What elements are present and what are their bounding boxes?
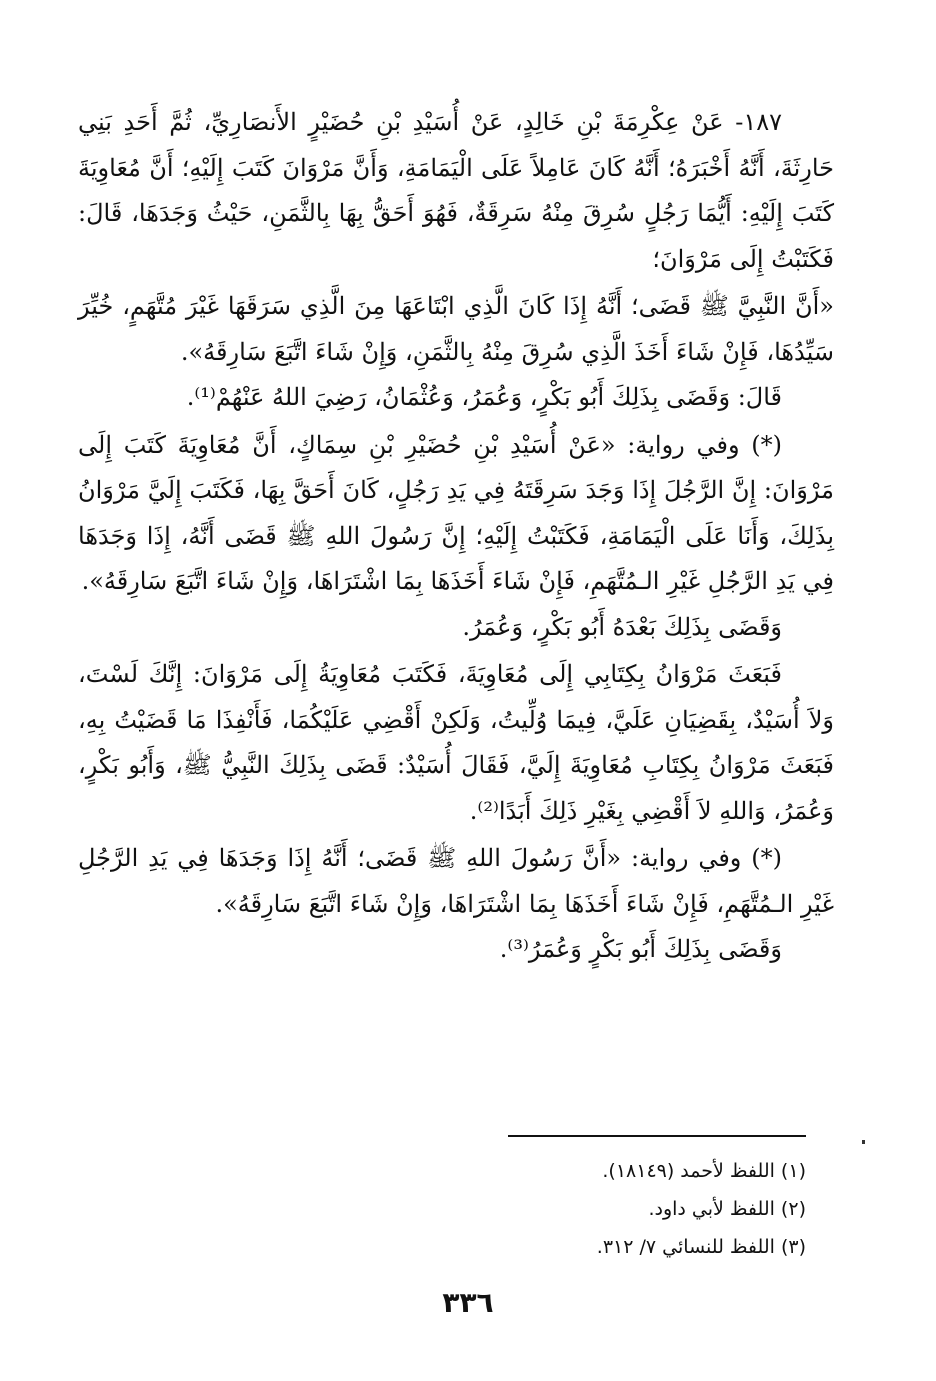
narration-variant-1-conclusion: وَقَضَى بِذَلِكَ بَعْدَهُ أَبُو بَكْرٍ، وَعُمَرُ.	[462, 612, 782, 641]
footnote-1: (١) اللفظ لأحمد (١٨١٤٩).	[602, 1160, 806, 1182]
scan-speck	[862, 1140, 865, 1144]
narration-variant-1: (*) وفي رواية: «عَنْ أُسَيْدِ بْنِ حُضَيْرِ بْنِ سِمَاكٍ، أَنَّ مُعَاوِيَةَ كَتَبَ إِلَى مَرْوَانَ: إِنَّ الرَّجُلَ إِذَا وَجَدَ سَرِقَتَهُ فِي يَدِ رَجُلٍ، كَانَ أَحَقَّ بِهَا، فَكَتَبَ إِلَيَّ مَرْوَانُ بِذَلِكَ، وَأَنَا عَلَى الْيَمَامَةِ، فَكَتَبْتُ إِلَيْهِ؛ إِنَّ رَسُولَ اللهِ ﷺ قَضَى أَنَّهُ، إِذَا وَجَدَهَا فِي يَدِ الرَّجُلِ غَيْرِ الـمُتَّهَمِ، فَإِنْ شَاءَ أَخَذَهَا بِمَا اشْتَرَاهَا، وَإِنْ شَاءَ اتَّبَعَ سَارِقَهُ».	[78, 430, 834, 595]
hadith-judgement-paragraph: قَالَ: وَقَضَى بِذَلِكَ أَبُو بَكْرٍ، وَعُمَرُ، وَعُثْمَانُ، رَضِيَ اللهُ عَنْهُمْ⁽¹⁾.	[186, 383, 782, 411]
footnote-3: (٣) اللفظ للنسائي ٧/ ٣١٢.	[596, 1236, 806, 1258]
hadith-187-paragraph: ١٨٧- عَنْ عِكْرِمَةَ بْنِ خَالِدٍ، عَنْ أُسَيْدِ بْنِ حُضَيْرٍ الأَنصَارِيِّ، ثُمَّ أَحَدِ بَنِي حَارِثَةَ، أَنَّهُ أَخْبَرَهُ؛ أَنَّهُ كَانَ عَامِلاً عَلَى الْيَمَامَةِ، وَأَنَّ مَرْوَانَ كَتَبَ إِلَيْهِ؛ أَنَّ مُعَاوِيَةَ كَتَبَ إِلَيْهِ: أَيُّمَا رَجُلٍ سُرِقَ مِنْهُ سَرِقَةٌ، فَهُوَ أَحَقُّ بِهَا بِالثَّمَنِ، حَيْثُ وَجَدَهَا، قَالَ: فَكَتَبْتُ إِلَى مَرْوَانَ؛	[78, 108, 835, 273]
page-number: ٣٣٦	[442, 1286, 494, 1319]
hadith-text	[78, 100, 834, 973]
footnotes	[430, 1152, 806, 1266]
footnote-2: (٢) اللفظ لأبي داود.	[648, 1198, 806, 1220]
narration-variant-2-conclusion: وَقَضَى بِذَلِكَ أَبُو بَكْرٍ وَعُمَرُ⁽³⁾.	[499, 935, 782, 963]
footnote-separator	[508, 1135, 806, 1137]
hadith-quote-paragraph: «أَنَّ النَّبِيَّ ﷺ قَضَى؛ أَنَّهُ إِذَا كَانَ الَّذِي ابْتَاعَهَا مِنَ الَّذِي سَرَقَهَا غَيْرَ مُتَّهَمٍ، خُيِّرَ سَيِّدُهَا، فَإِنْ شَاءَ أَخَذَ الَّذِي سُرِقَ مِنْهُ بِالثَّمَنِ، وَإِنْ شَاءَ اتَّبَعَ سَارِقَهُ».	[78, 292, 834, 366]
narration-variant-2: (*) وفي رواية: «أَنَّ رَسُولَ اللهِ ﷺ قَضَى؛ أَنَّهُ إِذَا وَجَدَهَا فِي يَدِ الرَّجُلِ غَيْرِ الـمُتَّهَمِ، فَإِنْ شَاءَ أَخَذَهَا بِمَا اشْتَرَاهَا، وَإِنْ شَاءَ اتَّبَعَ سَارِقَهُ».	[78, 844, 834, 918]
marwan-letter-paragraph: فَبَعَثَ مَرْوَانُ بِكِتَابِي إِلَى مُعَاوِيَةَ، فَكَتَبَ مُعَاوِيَةُ إِلَى مَرْوَانَ: إِنَّكَ لَسْتَ، وَلاَ أُسَيْدٌ، بِقَضِيَانِ عَلَيَّ، فِيمَا وُلِّيتُ، وَلَكِنْ أَقْضِي عَلَيْكُمَا، فَأَنْفِذَا مَا قَضَيْتُ بِهِ، فَبَعَثَ مَرْوَانُ بِكِتَابِ مُعَاوِيَةَ إِلَيَّ، فَقَالَ أُسَيْدٌ: قَضَى بِذَلِكَ النَّبِيُّ ﷺ، وَأَبُو بَكْرٍ، وَعُمَرُ، وَاللهِ لاَ أَقْضِي بِغَيْرِ ذَلِكَ أَبَدًا⁽²⁾.	[78, 660, 834, 825]
